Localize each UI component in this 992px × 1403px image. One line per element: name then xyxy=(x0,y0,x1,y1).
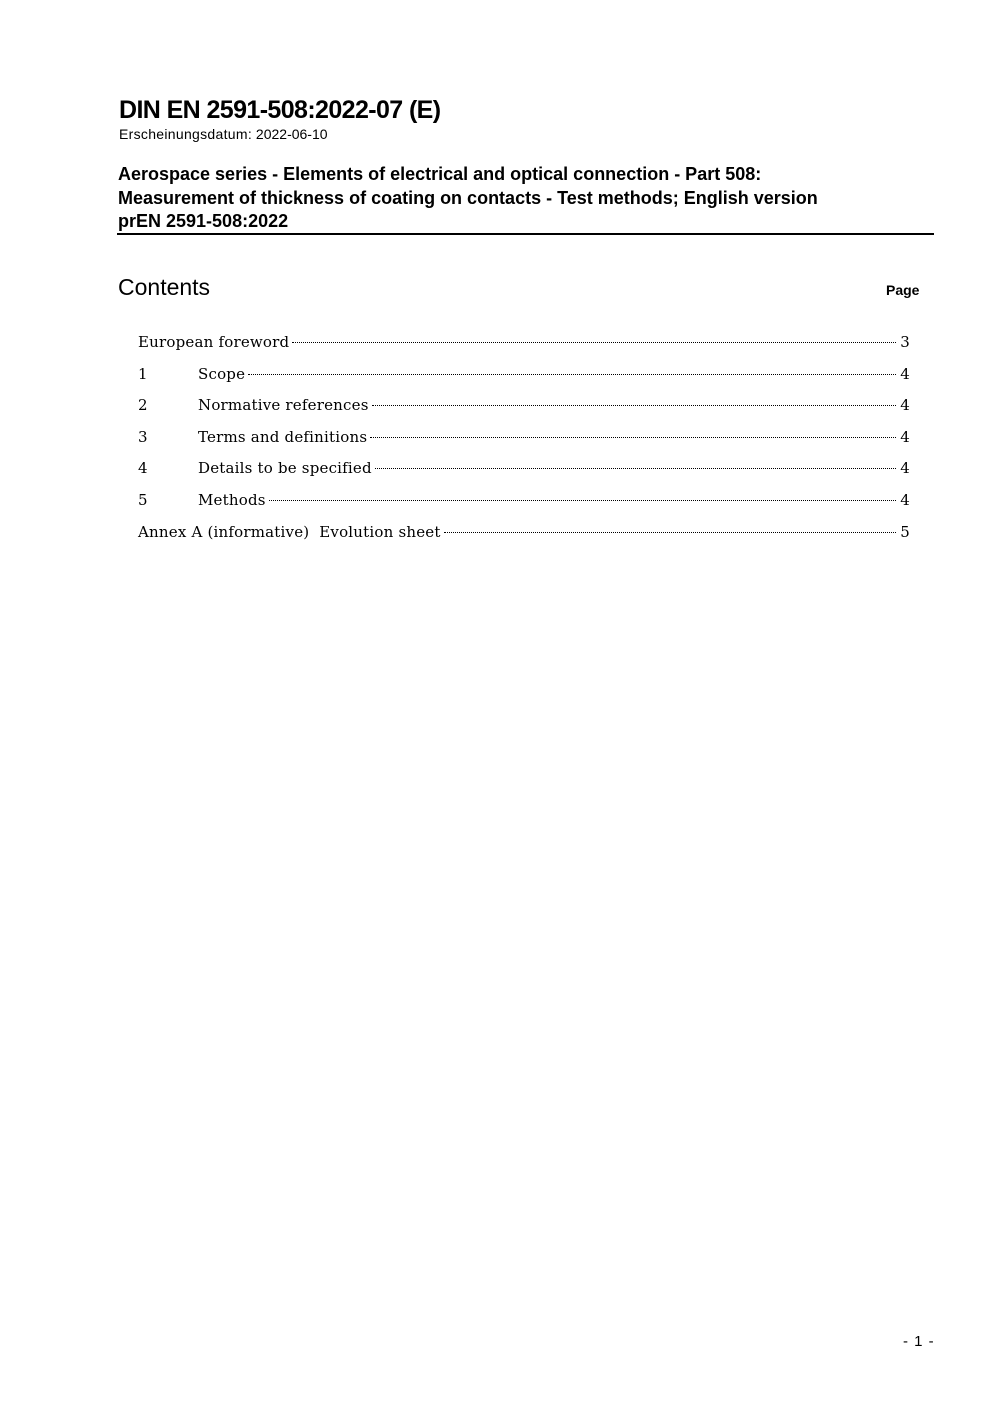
toc-entry-number: 3 xyxy=(138,427,148,446)
toc-entry-details-to-be-specified[interactable] xyxy=(138,456,910,488)
toc-dot-leader xyxy=(370,437,896,438)
toc-entry-label: Annex A (informative) Evolution sheet xyxy=(138,522,441,541)
toc-entry-european-foreword[interactable] xyxy=(138,330,910,362)
toc-entry-label: Terms and definitions xyxy=(198,427,368,446)
toc-dot-leader xyxy=(292,342,896,343)
publication-date-line xyxy=(119,125,328,143)
publication-date-value: 2022-06-10 xyxy=(255,126,328,142)
toc-entry-page: 5 xyxy=(900,522,910,541)
toc-dot-leader xyxy=(375,468,896,469)
toc-entry-scope[interactable] xyxy=(138,362,910,394)
toc-dot-leader xyxy=(372,405,896,406)
publication-date-label: Erscheinungsdatum: xyxy=(119,126,253,142)
standard-identifier: DIN EN 2591-508:2022-07 (E) xyxy=(119,96,441,124)
toc-dot-leader xyxy=(269,500,896,501)
toc-entry-page: 4 xyxy=(900,396,910,415)
toc-entry-page: 4 xyxy=(900,364,910,383)
toc-entry-number: 5 xyxy=(138,490,148,509)
subject-line-3: prEN 2591-508:2022 xyxy=(118,211,289,231)
toc-entry-label: Methods xyxy=(198,490,266,509)
header-divider xyxy=(117,233,934,235)
toc-entry-number: 2 xyxy=(138,396,148,415)
contents-heading: Contents xyxy=(118,274,211,300)
page-number: - 1 - xyxy=(903,1333,935,1350)
toc-entry-page: 4 xyxy=(900,459,910,478)
toc-entry-label: Scope xyxy=(198,364,246,383)
toc-entry-annex-a[interactable] xyxy=(138,520,910,552)
toc-entry-label: Normative references xyxy=(198,396,369,415)
toc-entry-label: Details to be specified xyxy=(198,459,372,478)
toc-entry-page: 3 xyxy=(900,333,910,351)
subject-line-2: Measurement of thickness of coating on contacts - Test methods; English version xyxy=(118,187,818,208)
toc-entry-page: 4 xyxy=(900,427,910,446)
toc-entry-page: 4 xyxy=(900,490,910,509)
toc-entry-methods[interactable] xyxy=(138,488,910,520)
toc-entry-normative-references[interactable] xyxy=(138,393,910,425)
toc-entry-number: 1 xyxy=(138,364,148,383)
toc-entry-terms-and-definitions[interactable] xyxy=(138,425,910,457)
document-subject xyxy=(118,163,918,234)
toc-dot-leader xyxy=(248,374,896,375)
toc-dot-leader xyxy=(444,532,896,533)
toc-entry-label: European foreword xyxy=(138,333,290,351)
subject-line-1: Aerospace series - Elements of electrical and optical connection - Part 508: xyxy=(118,164,762,184)
table-of-contents xyxy=(138,330,910,551)
page-column-heading: Page xyxy=(886,282,920,298)
toc-entry-number: 4 xyxy=(138,459,148,478)
